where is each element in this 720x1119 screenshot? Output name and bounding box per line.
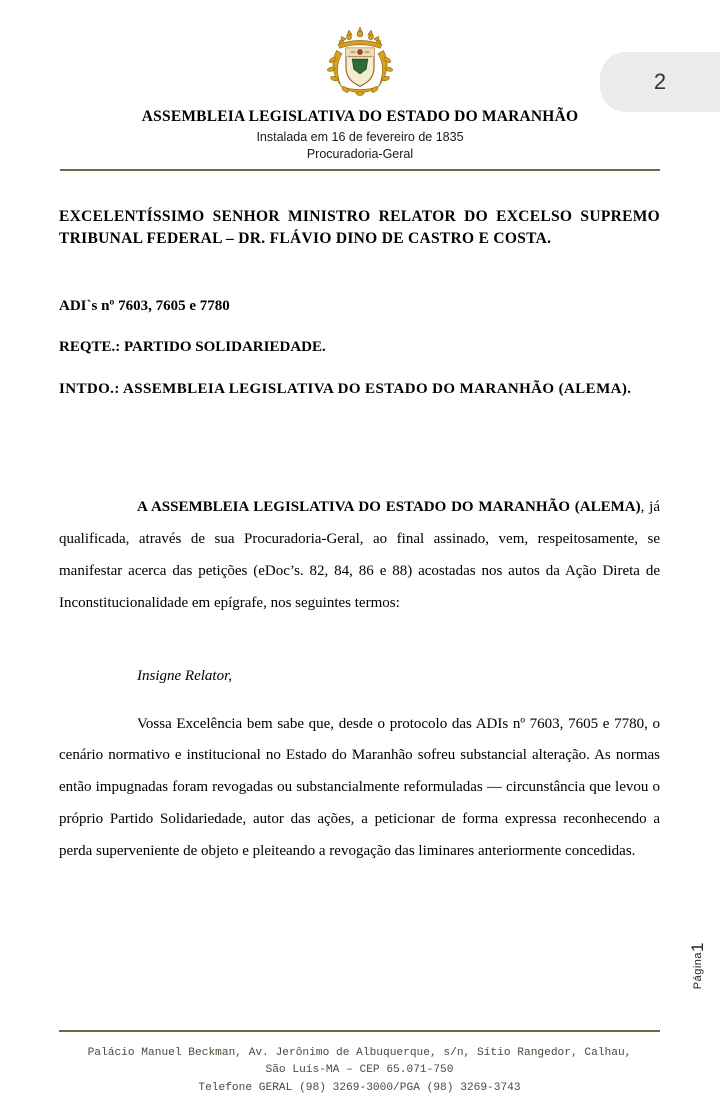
page-number-badge <box>600 52 720 112</box>
addressee-heading: EXCELENTÍSSIMO SENHOR MINISTRO RELATOR DO EXCELSO SUPREMO TRIBUNAL FEDERAL – DR. FLÁVIO DINO DE CASTRO E COSTA. <box>59 208 660 248</box>
footer-address-line: Palácio Manuel Beckman, Av. Jerônimo de Albuquerque, s/n, Sítio Rangedor, Calhau, <box>87 1046 632 1059</box>
organization-name: ASSEMBLEIA LEGISLATIVA DO ESTADO DO MARANHÃO <box>141 108 579 125</box>
header-divider <box>60 169 660 171</box>
spacer <box>59 620 660 668</box>
spacer <box>59 685 660 709</box>
footer-city-line: São Luís-MA – CEP 65.071-750 <box>265 1064 454 1077</box>
page-marker-label: Página <box>692 951 704 989</box>
spacer <box>59 251 660 295</box>
footer-phone-line: Telefone GERAL (98) 3269-3000/PGA (98) 3269-3743 <box>198 1081 521 1094</box>
salutation: Insigne Relator, <box>137 667 232 684</box>
document-footer <box>59 1045 660 1097</box>
maranhao-state-coat-of-arms-icon <box>321 24 399 102</box>
page-number-badge-label: 2 <box>653 69 667 94</box>
paragraph-two: Vossa Excelência bem sabe que, desde o protocolo das ADIs nº 7603, 7605 e 7780, o cenário normativo e institucional no Estado do Maranhão sofreu substancial alteração. As normas então impugnadas foram revogadas ou substancialmente reformuladas — circunstância que levou o próprio Partido Solidariedade, autor das ações, a peticionar de forma expressa reconhecendo a perda superveniente de objeto e pleiteando a revogação das liminares anteriormente concedidas. <box>59 715 660 859</box>
spacer <box>59 400 660 492</box>
paragraph-one <box>59 492 660 619</box>
organization-department: Procuradoria-Geral <box>306 147 414 161</box>
document-body <box>59 206 660 868</box>
footer-divider <box>59 1030 660 1032</box>
requester-line: REQTE.: PARTIDO SOLIDARIEDADE. <box>59 339 326 356</box>
defendant-line: INTDO.: ASSEMBLEIA LEGISLATIVA DO ESTADO DO MARANHÃO (ALEMA). <box>59 380 632 397</box>
organization-subtitle: Instalada em 16 de fevereiro de 1835 <box>256 130 464 144</box>
page-marker <box>688 942 708 989</box>
paragraph-one-bold-lead: A ASSEMBLEIA LEGISLATIVA DO ESTADO DO MARANHÃO (ALEMA) <box>137 499 641 516</box>
case-number: ADI`s nº 7603, 7605 e 7780 <box>59 297 230 314</box>
paragraph-one-text: , já qualificada, através de sua Procuradoria-Geral, ao final assinado, vem, respeitosamente, se manifestar acerca das petições (eDoc’s. 82, 84, 86 e 88) acostadas nos autos da Ação Direta de Inconstitucionalidade em epígrafe, nos seguintes termos: <box>59 499 661 611</box>
page-marker-number: 1 <box>688 941 707 952</box>
